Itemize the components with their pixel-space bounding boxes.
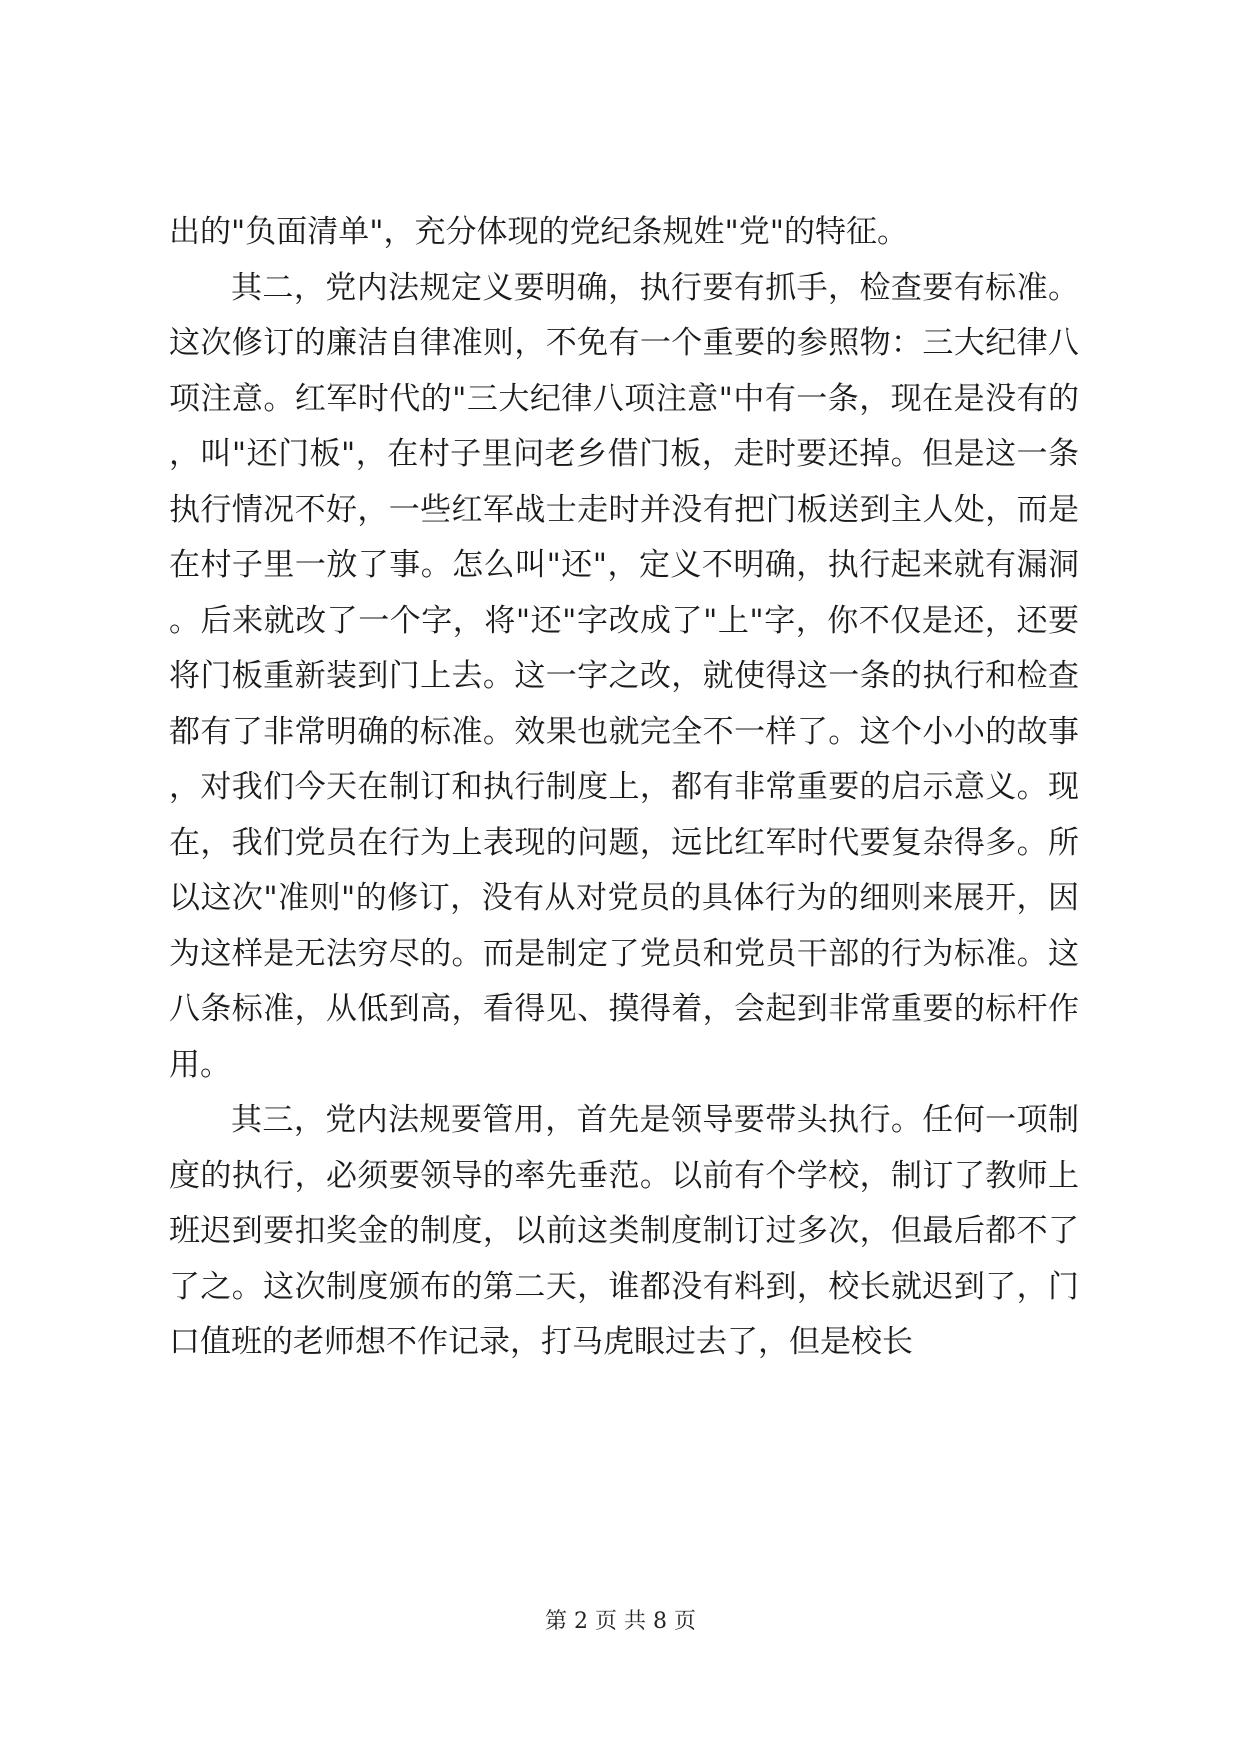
page-footer: 第 2 页 共 8 页 [545,1609,696,1634]
paragraph-3: 其三，党内法规要管用，首先是领导要带头执行。任何一项制度的执行，必须要领导的率先垂范。以前有个学校，制订了教师上班迟到要扣奖金的制度，以前这类制度制订过多次，但最后都不了了之。这次制度颁布的第二天，谁都没有料到，校长就迟到了，门口值班的老师想不作记录，打马虎眼过去了，但是校长 [169,1102,1079,1360]
paragraph-2: 其二，党内法规定义要明确，执行要有抓手，检查要有标准。这次修订的廉洁自律准则，不免有一个重要的参照物：三大纪律八项注意。红军时代的"三大纪律八项注意"中有一条，现在是没有的，叫"还门板"，在村子里问老乡借门板，走时要还掉。但是这一条执行情况不好，一些红军战士走时并没有把门板送到主人处，而是在村子里一放了事。怎么叫"还"，定义不明确，执行起来就有漏洞。后来就改了一个字，将"还"字改成了"上"字，你不仅是还，还要将门板重新装到门上去。这一字之改，就使得这一条的执行和检查都有了非常明确的标准。效果也就完全不一样了。这个小小的故事，对我们今天在制订和执行制度上，都有非常重要的启示意义。现在，我们党员在行为上表现的问题，远比红军时代要复杂得多。所以这次"准则"的修订，没有从对党员的具体行为的细则来展开，因为这样是无法穷尽的。而是制定了党员和党员干部的行为标准。这八条标准，从低到高，看得见、摸得着，会起到非常重要的标杆作用。 [169,269,1079,1083]
document-body [169,205,1079,1371]
paragraph-1: 出的"负面清单"，充分体现的党纪条规姓"党"的特征。 [169,214,909,250]
